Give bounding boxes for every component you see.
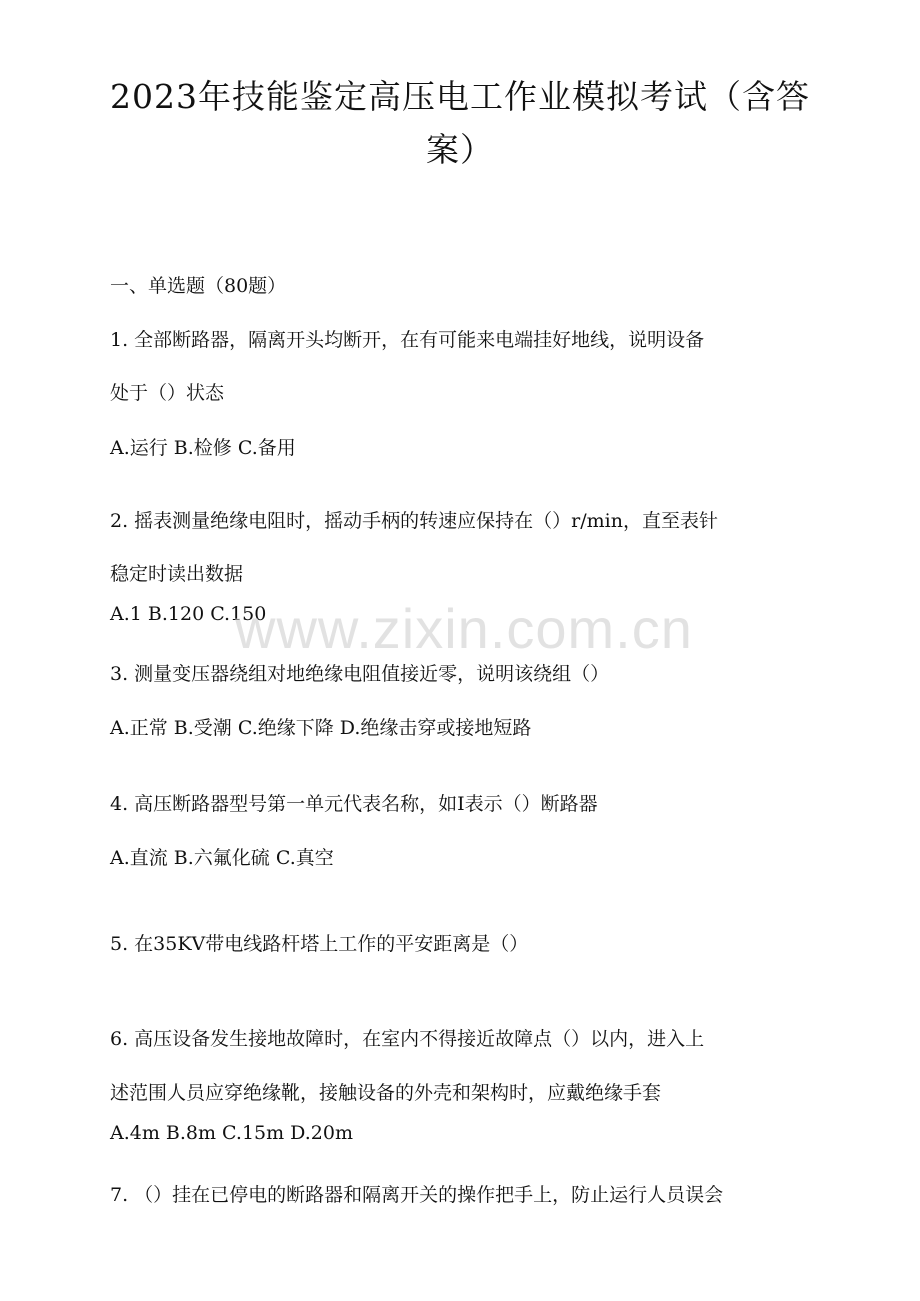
question-2-options: A.1 B.120 C.150 <box>110 603 267 625</box>
question-6-stem-line-2: 述范围人员应穿绝缘靴，接触设备的外壳和架构时，应戴绝缘手套 <box>110 1082 662 1104</box>
question-1-stem-line-2: 处于（）状态 <box>110 382 225 404</box>
question-3-options: A.正常 B.受潮 C.绝缘下降 D.绝缘击穿或接地短路 <box>110 717 532 739</box>
question-6-options: A.4m B.8m C.15m D.20m <box>110 1122 353 1144</box>
section-heading: 一、单选题（80题） <box>110 275 287 297</box>
question-6-stem-line-1: 6. 高压设备发生接地故障时，在室内不得接近故障点（）以内，进入上 <box>110 1028 705 1050</box>
question-4-options: A.直流 B.六氟化硫 C.真空 <box>110 847 334 869</box>
question-1-stem-line-1: 1. 全部断路器，隔离开头均断开，在有可能来电端挂好地线，说明设备 <box>110 329 705 351</box>
question-7-stem: 7. （）挂在已停电的断路器和隔离开关的操作把手上，防止运行人员误会 <box>110 1184 724 1206</box>
watermark-text: www.zixin.com.cn <box>235 597 693 660</box>
document-title: 2023年技能鉴定高压电工作业模拟考试（含答案） <box>110 77 810 169</box>
question-2-stem-line-2: 稳定时读出数据 <box>110 563 244 585</box>
question-5-stem: 5. 在35KV带电线路杆塔上工作的平安距离是（） <box>110 933 529 955</box>
question-1-options: A.运行 B.检修 C.备用 <box>110 437 296 459</box>
question-2-stem-line-1: 2. 摇表测量绝缘电阻时，摇动手柄的转速应保持在（）r/min，直至表针 <box>110 510 718 532</box>
question-3-stem: 3. 测量变压器绕组对地绝缘电阻值接近零，说明该绕组（） <box>110 663 610 685</box>
question-4-stem: 4. 高压断路器型号第一单元代表名称，如I表示（）断路器 <box>110 793 598 815</box>
